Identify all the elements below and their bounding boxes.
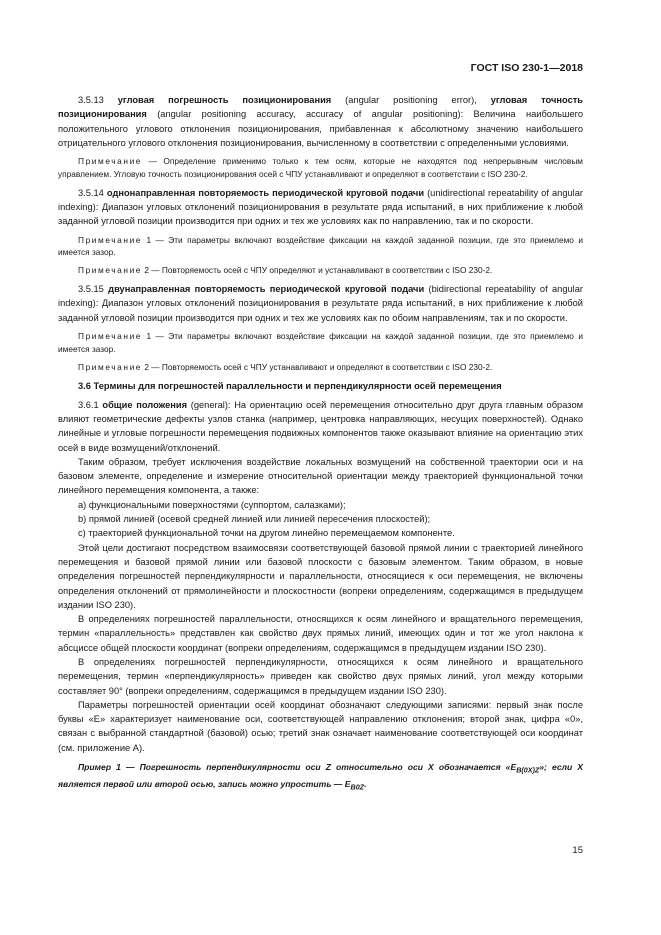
example <box>58 761 583 794</box>
clause-number: 3.5.13 <box>78 95 104 105</box>
example-text: . <box>364 778 367 789</box>
paragraph: Таким образом, требует исключения воздействие локальных возмущений на собственной траектории оси и на базовом элементе, определение и измерение относительной ориентации между траекторией функциональной точки линейного перемещения компонента, а также: <box>58 456 583 496</box>
standard-number: ГОСТ ISO 230-1—2018 <box>470 62 583 74</box>
paragraph: Этой цели достигают посредством взаимосвязи соответствующей базовой прямой линии с траекторией линейного перемещения и базовой прямой линии или базовой плоскости с базовым элементом. Таким образом, в новые определения погрешностей перпендикулярности и параллельности, относящиеся к оси перемещения, не включены определения отклонений от прямолинейности и плоскостности (вопреки определениям, содержащимся в предыдущем издании ISO 230). <box>58 542 583 610</box>
paragraph: В определениях погрешностей перпендикулярности, относящихся к осям линейного и вращательного перемещения, термин «перпендикулярность» приведен как свойство двух прямых линий, угол между которыми составляет 90° (вопреки определениям, содержащимся в предыдущем издании ISO 230). <box>58 656 583 696</box>
subscript: B0Z <box>350 783 365 792</box>
note <box>58 155 583 181</box>
note <box>58 330 583 356</box>
term: угловая погрешность позиционирования <box>117 95 332 105</box>
term: общие положения <box>102 399 188 410</box>
note-label: Примечание <box>78 330 143 341</box>
list-item: a) функциональными поверхностями (суппортом, салазками); <box>78 499 346 510</box>
clause-number: 3.6.1 <box>78 399 99 410</box>
paragraph: В определениях погрешностей параллельности, относящихся к осям линейного и вращательного перемещения, термин «параллельность» представлен как свойство двух прямых линий, имеющих один и тот же угол наклона к абсциссе общей плоскости координат (вопреки определениям, содержащимся в предыдущем издании ISO 230). <box>58 614 583 653</box>
note-text: 2 — Повторяемость осей с ЧПУ определяют и устанавливают в соответствии с ISO 230-2. <box>142 265 493 276</box>
clause-3-5-14 <box>58 186 583 229</box>
note-text: 1 — Эти параметры включают воздействие фиксации на каждой заданной позиции, где это приемлемо и имеется зазор. <box>58 234 583 258</box>
note <box>58 361 583 374</box>
term: однонаправленная повторяемость периодической круговой подачи <box>106 187 425 198</box>
note <box>58 264 583 277</box>
clause-3-6-1 <box>58 398 583 455</box>
clause-3-5-15 <box>58 282 583 325</box>
subscript: B(0X)Z <box>516 766 540 775</box>
definition: (bidirectional repeatability of angular indexing): Диапазон угловых отклонений позиционирования в результате ряда испытаний, в них приближение к любой заданной угловой позиции производится при одних и тех же условиях как по обоим направлениям, так и по скорости. <box>58 284 583 323</box>
note-text: 1 — Эти параметры включают воздействие фиксации на каждой заданной позиции, где это приемлемо и имеется зазор. <box>58 330 583 354</box>
term: двунаправленная повторяемость периодической круговой подачи <box>108 284 425 295</box>
note-label: Примечание <box>78 156 143 167</box>
definition: (unidirectional repeatability of angular indexing): Диапазон угловых отклонений позиционирования в результате ряда испытаний, в них приближение к любой заданной угловой позиции производится при одних и тех же условиях как по направлению, так и по скорости. <box>58 187 583 227</box>
clause-3-5-13 <box>58 93 583 150</box>
definition: (angular positioning accuracy, accuracy of angular positioning): Величина наибольшего положительного углового отклонения позиционирования, прибавленная к абсолютному значению наибольшего отрицательного углового отклонения позиционирования, вычисленному в соответствии с определенными условиями. <box>58 109 583 148</box>
example-text: »; если X является первой или второй осью, запись можно упростить — E <box>58 762 583 789</box>
list-item: c) траекторией функциональной точки на другом линейно перемещаемом компоненте. <box>78 528 455 539</box>
clause-number: 3.5.14 <box>78 187 104 198</box>
note-text: — Определение применимо только к тем осям, которые не находятся под непрерывным числовым управлением. Угловую точность позиционирования осей с ЧПУ устанавливают и определяют в соответствии с ISO 230-2. <box>58 156 583 179</box>
note-text: 2 — Повторяемость осей с ЧПУ устанавливают и определяют в соответствии с ISO 230-2. <box>142 361 493 372</box>
example-text: Пример 1 — Погрешность перпендикулярности оси Z относительно оси X обозначается «E <box>78 762 517 773</box>
paragraph: Параметры погрешностей ориентации осей координат обозначают следующими записями: первый знак после буквы «E» характеризует наименование оси, соответствующей направлению отклонения; второй знак, цифра «0», связан с выбранной стандартной (базовой) осью; третий знак означает наименование соответствующей оси координат (см. приложение А). <box>58 699 583 753</box>
term: угловая точность позиционирования <box>58 95 584 120</box>
clause-number: 3.5.15 <box>78 284 104 295</box>
note-label: Примечание <box>78 234 143 245</box>
list-item: b) прямой линией (осевой средней линией или линией пересечения плоскостей); <box>78 514 431 525</box>
page-content <box>58 93 583 794</box>
note <box>58 234 583 260</box>
section-heading: 3.6 Термины для погрешностей параллельности и перпендикулярности осей перемещения <box>78 381 502 392</box>
english-term: (angular positioning error), <box>331 95 491 105</box>
definition: (general): На ориентацию осей перемещения относительно друг друга главным образом влияют геометрические дефекты узлов станка (например, центровка направляющих, несущих поверхностей). Однако линейные и угловые погрешности перемещения подвижных компонентов также оказывают влияние на ориентацию этих осей в виде возмущений/отклонений. <box>58 399 584 453</box>
note-label: Примечание <box>78 265 143 276</box>
page-number: 15 <box>572 845 583 856</box>
note-label: Примечание <box>78 361 143 372</box>
